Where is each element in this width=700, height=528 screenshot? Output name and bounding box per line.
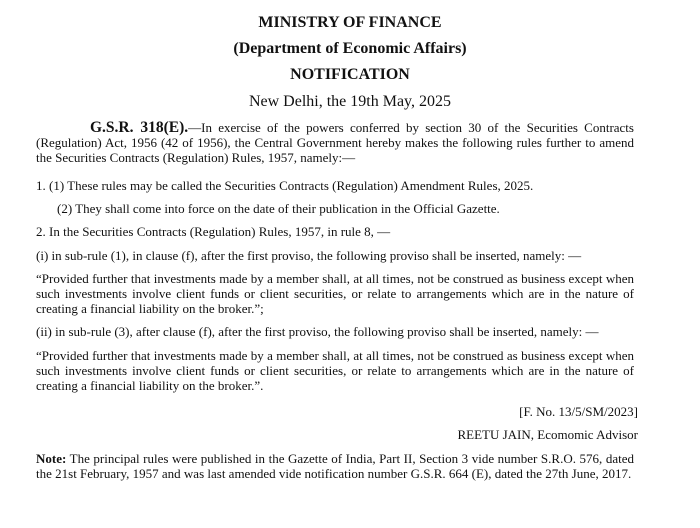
ministry-heading: MINISTRY OF FINANCE xyxy=(258,14,442,31)
gsr-number: G.S.R. 318(E). xyxy=(90,119,189,136)
preamble-paragraph xyxy=(36,120,634,165)
note-text: The principal rules were published in the Gazette of India, Part II, Section 3 vide number S.R.O. 576, dated the 21st February, 1957 and was last amended vide notification number G.S.R. 664 (E), dated the 27th June, 2017. xyxy=(36,451,634,481)
file-number: [F. No. 13/5/SM/2023] xyxy=(519,404,638,419)
note-label: Note: xyxy=(36,451,67,466)
preamble-text: —In exercise of the powers conferred by section 30 of the Securities Contracts (Regulation) Act, 1956 (42 of 1956), the Central Government hereby makes the following rules further to amend the Securities Contracts (Regulation) Rules, 1957, namely:— xyxy=(36,120,634,165)
proviso-2: “Provided further that investments made by a member shall, at all times, not be construed as business except when such investments involve client funds or client securities, or relate to arrangements which are in the nature of creating a financial liability on the broker.”. xyxy=(36,348,634,393)
note-paragraph xyxy=(36,451,634,481)
department-heading: (Department of Economic Affairs) xyxy=(233,40,467,57)
dateline: New Delhi, the 19th May, 2025 xyxy=(248,93,452,110)
rule-1-clause-2: (2) They shall come into force on the date of their publication in the Official Gazette. xyxy=(57,201,500,216)
signatory: REETU JAIN, Ecomomic Advisor xyxy=(457,427,638,442)
sub-rule-ii: (ii) in sub-rule (3), after clause (f), after the first proviso, the following proviso shall be inserted, namely: — xyxy=(36,324,599,339)
rule-2: 2. In the Securities Contracts (Regulation) Rules, 1957, in rule 8, — xyxy=(36,224,391,239)
sub-rule-i: (i) in sub-rule (1), in clause (f), after the first proviso, the following proviso shall be inserted, namely: — xyxy=(36,248,582,263)
rule-1-clause-1: 1. (1) These rules may be called the Securities Contracts (Regulation) Amendment Rules, 2025. xyxy=(36,178,534,193)
proviso-1: “Provided further that investments made by a member shall, at all times, not be construed as business except when such investments involve client funds or client securities, or relate to arrangements which are in the nature of creating a financial liability on the broker.”; xyxy=(36,271,634,316)
document-type-heading: NOTIFICATION xyxy=(290,66,410,83)
